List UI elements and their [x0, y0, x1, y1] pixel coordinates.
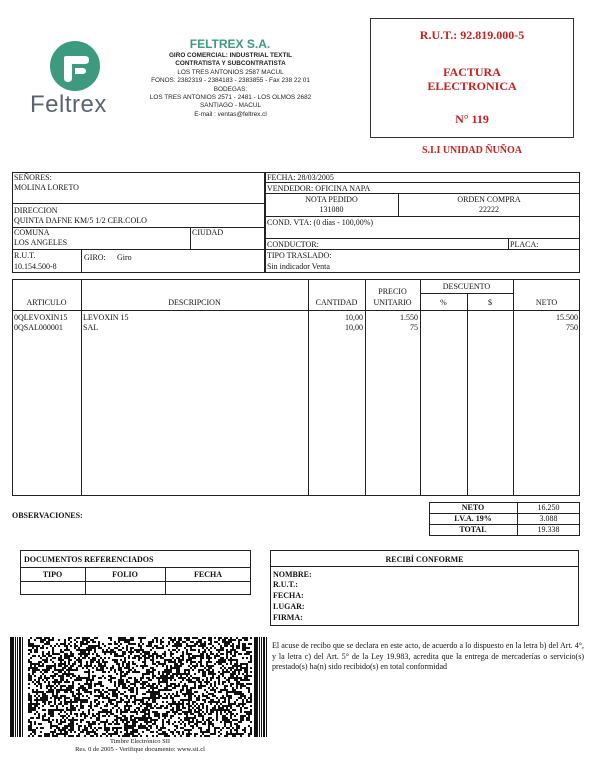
doc-number: N° 119 — [455, 112, 489, 126]
company-line-address: LOS TRES ANTONIOS 2587 MACUL — [177, 68, 284, 76]
totals-total-value: 19.338 — [537, 525, 560, 534]
client-rut-label: R.U.T. — [14, 251, 36, 260]
col-precio: PRECIO — [378, 287, 407, 296]
giro-label: GIRO: — [84, 253, 106, 262]
tipo-traslado-label: TIPO TRASLADO: — [267, 251, 332, 260]
row-cantidad: 10,00 — [345, 313, 363, 322]
company-line-city: SANTIAGO - MACUL — [199, 102, 262, 110]
recibi-firma: FIRMA: — [273, 613, 303, 622]
row-cantidad: 10,00 — [345, 323, 363, 332]
fecha-field: FECHA: 28/03/2005 — [267, 173, 334, 182]
totals-iva-value: 3.088 — [539, 514, 558, 523]
orden-compra-value: 22222 — [479, 205, 499, 214]
recibi-fecha: FECHA: — [273, 591, 304, 600]
ref-col-fecha: FECHA — [194, 570, 222, 579]
row-precio: 75 — [410, 323, 418, 332]
row-articulo: 0QLEVOXIN15 — [14, 313, 68, 322]
orden-compra-label: ORDEN COMPRA — [457, 195, 521, 204]
totals-total-label: TOTAL — [459, 525, 487, 534]
row-neto: 15.500 — [556, 313, 578, 322]
col-articulo: ARTICULO — [26, 298, 67, 307]
direccion-label: DIRECCION — [14, 206, 58, 215]
conductor-field: CONDUCTOR: — [267, 240, 319, 249]
nota-pedido-value: 131080 — [319, 205, 344, 214]
company-line-contratista: CONTRATISTA Y SUBCONTRATISTA — [175, 60, 286, 68]
row-descripcion: LEVOXIN 15 — [83, 313, 129, 322]
logo-wordmark: Feltrex — [30, 91, 107, 118]
totals-neto-value: 16.250 — [537, 503, 560, 512]
col-descuento-pct: % — [440, 298, 447, 307]
company-logo — [28, 40, 128, 120]
col-cantidad: CANTIDAD — [315, 298, 358, 307]
row-descripcion: SAL — [83, 323, 99, 332]
nota-pedido-label: NOTA PEDIDO — [305, 195, 358, 204]
company-details — [118, 52, 343, 119]
company-line-bodegas-address: LOS TRES ANTONIOS 2571 - 2481 - LOS OLMOS 2682 — [149, 94, 312, 102]
company-line-giro: GIRO COMERCIAL: INDUSTRIAL TEXTIL — [168, 52, 293, 59]
items-table — [12, 279, 580, 496]
client-rut-value: 10.154.500-8 — [14, 262, 57, 271]
company-name: FELTREX S.A. — [189, 37, 271, 51]
col-descuento-monto: $ — [488, 298, 492, 307]
direccion-value: QUINTA DAFNE KM/5 1/2 CER.COLO — [14, 216, 147, 225]
recibi-rut: R.U.T.: — [273, 580, 298, 589]
document-id-box — [370, 18, 574, 138]
col-neto: NETO — [535, 298, 558, 307]
issuer-rut: R.U.T.: 92.819.000-5 — [419, 28, 525, 42]
company-line-bodegas: BODEGAS: — [213, 85, 248, 93]
row-neto: 750 — [566, 323, 578, 332]
timbre-line1: Timbre Electrónico SII — [109, 738, 171, 745]
doc-title-factura: FACTURA — [443, 65, 501, 79]
acuse-recibo-text: El acuse de recibo que se declara en este acto, de acuerdo a lo dispuesto en la letra b) del Art. 4°, y la letra c) del Art. 5° de la Ley 19.983, acredita que la entrega de mercaderías o servicio(s) prestado(s) ha(n) sido recibido(s) en total conformidad — [272, 641, 584, 671]
company-line-email: E-mail : ventas@feltrex.cl — [194, 110, 267, 118]
col-unitario: UNITARIO — [373, 298, 412, 307]
comuna-label: COMUNA — [14, 228, 50, 237]
ref-col-folio: FOLIO — [112, 570, 138, 579]
totals-iva-label: I.V.A. 19% — [454, 514, 492, 523]
totals-neto-label: NETO — [461, 503, 485, 512]
comuna-value: LOS ANGELES — [14, 238, 68, 247]
doc-title-electronica: ELECTRONICA — [427, 79, 517, 93]
col-descuento: DESCUENTO — [442, 282, 491, 291]
row-precio: 1.550 — [400, 313, 418, 322]
cond-vta-field: COND. VTA: (0 días - 100,00%) — [267, 218, 374, 227]
giro-value: Giro — [117, 253, 132, 262]
placa-field: PLACA: — [510, 240, 539, 249]
timbre-line2: Res. 0 de 2005 - Verifique documento: www.sii.cl — [75, 746, 205, 753]
recibi-conforme-title: RECIBÍ CONFORME — [385, 555, 464, 564]
recibi-nombre: NOMBRE: — [273, 570, 312, 579]
ref-col-tipo: TIPO — [42, 570, 63, 579]
senores-label: SEÑORES: — [14, 173, 52, 182]
sii-office: S.I.I UNIDAD ÑUÑOA — [421, 145, 522, 156]
company-line-phones: FONOS: 2382319 - 2384183 - 2383855 - Fax 238 22 01 — [151, 77, 310, 85]
recibi-lugar: LUGAR: — [273, 602, 305, 611]
observaciones-label: OBSERVACIONES: — [12, 511, 83, 520]
row-articulo: 0QSAL000001 — [14, 323, 63, 332]
tipo-traslado-value: Sin indicador Venta — [267, 262, 330, 271]
referenced-docs-title: DOCUMENTOS REFERENCIADOS — [24, 555, 154, 564]
timbre-barcode-icon — [10, 637, 270, 737]
ciudad-label: CIUDAD — [192, 228, 224, 237]
senores-value: MOLINA LORETO — [14, 183, 79, 192]
col-descripcion: DESCRIPCION — [168, 298, 221, 307]
vendedor-field: VENDEDOR: OFICINA NAPA — [267, 184, 371, 193]
